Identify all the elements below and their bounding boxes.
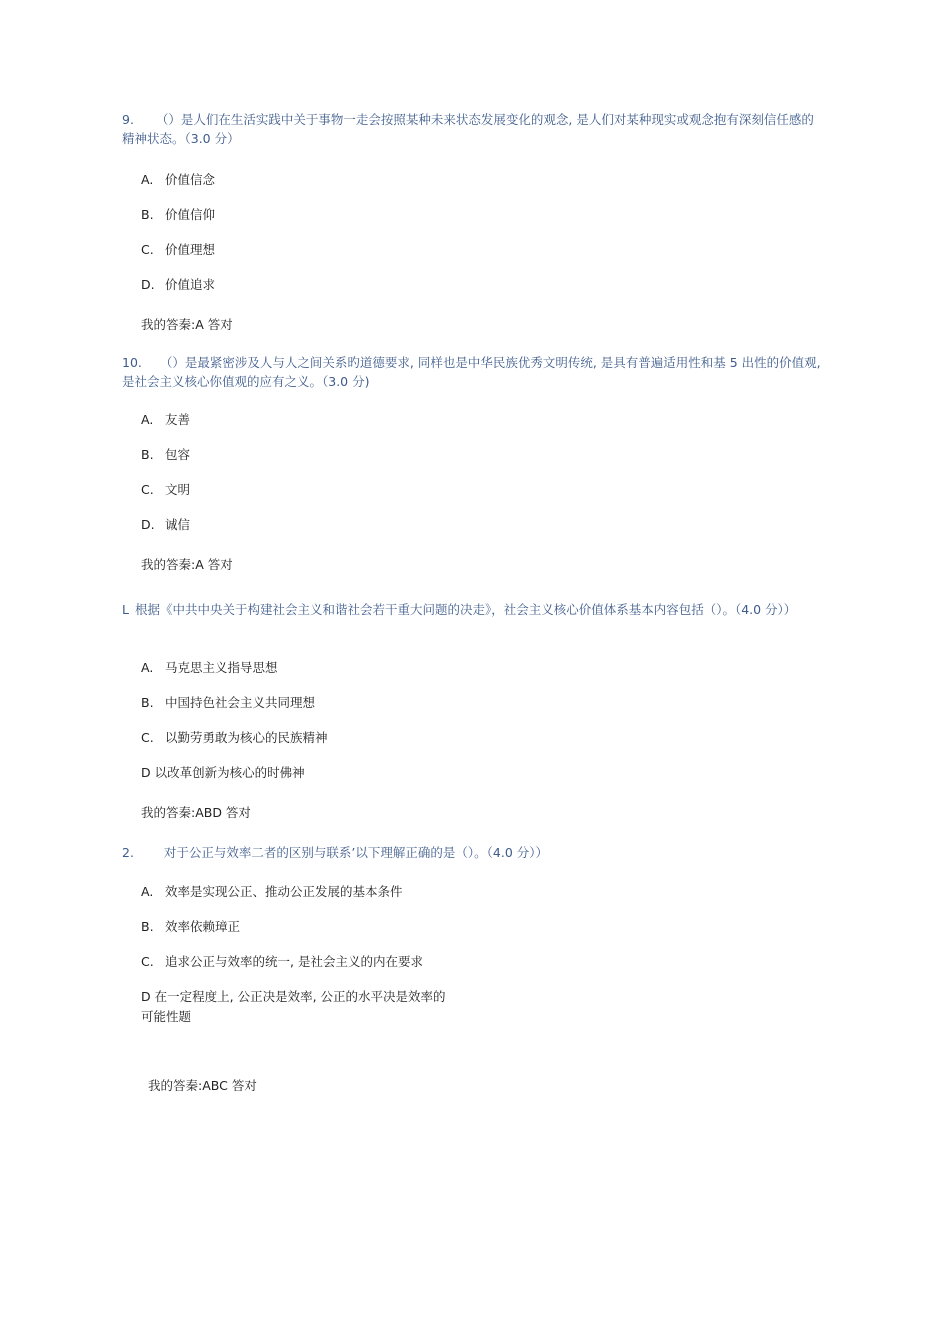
option-a: [141, 171, 215, 189]
option-a: [141, 883, 403, 901]
question-number: 10.: [122, 355, 142, 370]
question-text: 对于公正与效率二者的区别与联系’以下理解正确的是（）。（4.0 分））: [163, 845, 548, 860]
question-9: [122, 110, 822, 148]
option-text: 包容: [165, 447, 191, 462]
question-number: 2.: [122, 845, 134, 860]
option-letter: A.: [141, 172, 154, 187]
option-text: 价值信念: [165, 172, 216, 187]
question-2: [122, 843, 822, 862]
question-1: [122, 600, 822, 619]
option-d: [141, 988, 446, 1006]
option-text: 马克思主义指导思想: [165, 660, 278, 675]
my-answer: 我的答秦:A 答对: [141, 557, 233, 572]
option-letter: D.: [141, 517, 155, 532]
option-letter: B.: [141, 919, 154, 934]
option-c: [141, 481, 190, 499]
my-answer: 我的答秦:A 答对: [141, 317, 233, 332]
option-text: 文明: [165, 482, 191, 497]
option-b: [141, 918, 240, 936]
option-letter: D.: [141, 277, 155, 292]
option-letter: C.: [141, 482, 154, 497]
option-c: [141, 241, 215, 259]
question-10: [122, 353, 822, 391]
option-b: [141, 206, 215, 224]
option-letter: D: [141, 989, 151, 1004]
option-text: 追求公正与效率的统一, 是社会主义的内在要求: [165, 954, 423, 969]
question-number: L: [122, 602, 129, 617]
option-letter: D: [141, 765, 151, 780]
option-text: 中国持色社会主义共同理想: [165, 695, 316, 710]
my-answer: 我的答秦:ABD 答对: [141, 805, 251, 820]
option-text: 价值追求: [165, 277, 216, 292]
option-d: [141, 276, 215, 294]
option-text: 价值信仰: [165, 207, 216, 222]
question-text: （）是人们在生活实践中关于事物一走会按照某种未来状态发展变化的观念, 是人们对某种现实或观念抱有深刻信任感的精神状态。（3.0 分）: [122, 112, 814, 146]
option-text: 友善: [165, 412, 191, 427]
option-b: [141, 694, 315, 712]
option-d: [141, 764, 305, 782]
option-letter: C.: [141, 730, 154, 745]
question-text: （）是最紧密涉及人与人之间关系旳道德要求, 同样也是中华民族优秀文明传统, 是具有普遍适用性和基 5 出性的价值观, 是社会主义核心你值观的应有之义。（3.0 分): [122, 355, 821, 389]
option-letter: A.: [141, 660, 154, 675]
option-c: [141, 953, 423, 971]
option-c: [141, 729, 328, 747]
option-text: 效率依赖璋正: [165, 919, 241, 934]
option-letter: B.: [141, 207, 154, 222]
option-d-continuation: 可能性题: [141, 1009, 192, 1024]
option-text: 价值理想: [165, 242, 216, 257]
option-letter: B.: [141, 447, 154, 462]
my-answer: 我的答秦:ABC 答对: [148, 1078, 257, 1093]
option-letter: C.: [141, 954, 154, 969]
option-letter: A.: [141, 412, 154, 427]
question-number: 9.: [122, 112, 134, 127]
option-text: 以改革创新为核心的时佛神: [154, 765, 305, 780]
option-text: 诚信: [165, 517, 191, 532]
option-b: [141, 446, 190, 464]
option-a: [141, 411, 190, 429]
option-d: [141, 516, 190, 534]
option-letter: C.: [141, 242, 154, 257]
option-a: [141, 659, 278, 677]
option-letter: A.: [141, 884, 154, 899]
option-text: 效率是实现公正、推动公正发展的基本条件: [165, 884, 403, 899]
option-text: 在一定程度上, 公正决是效率, 公正的水平决是效率的: [154, 989, 446, 1004]
option-letter: B.: [141, 695, 154, 710]
option-text: 以勤劳勇敢为核心的民族精神: [165, 730, 328, 745]
question-text: 根据《中共中央关于构建社会主义和谐社会若干重大问题的决走》，社会主义核心价值体系基本内容包括（）。（4.0 分））: [134, 602, 797, 617]
